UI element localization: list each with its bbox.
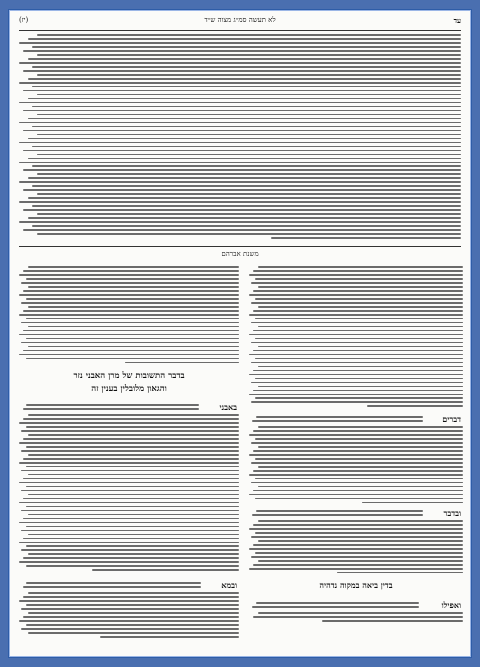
text-line [23,310,239,312]
right-column [249,262,463,652]
text-line [23,110,461,112]
text-line [253,390,463,392]
text-line [37,34,461,36]
text-line [28,514,239,516]
text-line [21,342,239,344]
text-line [28,534,239,536]
text-line [253,470,463,472]
text-line [26,526,239,528]
text-line [32,146,461,148]
text-line [32,165,461,167]
text-line [251,536,463,538]
text-line [19,181,461,183]
text-line [251,322,463,324]
text-line [253,350,463,352]
text-line [23,498,239,500]
text-line [19,442,239,444]
text-line [251,442,463,444]
text-line [26,298,239,300]
text-line [26,545,239,547]
text-line [28,612,239,614]
text-line [258,366,463,368]
text-line [21,608,239,610]
text-line [19,522,239,524]
section-rule-top [19,246,461,247]
text-line [23,596,239,598]
text-line [19,422,239,424]
text-line [251,382,463,384]
right-lead-word-3: ואפילו [441,600,461,610]
text-line [28,98,461,100]
running-title: לא תעשה סמ״ג מצוה ש״ד [204,16,276,24]
text-line [256,416,423,418]
text-line [28,78,461,80]
left-lead-word-2: ובמא [221,580,237,590]
text-line [255,458,463,460]
text-line [258,426,463,428]
text-line [253,490,463,492]
right-column-title: בדין ביאה במקוה נדהיה [319,580,393,590]
text-line [258,466,463,468]
text-line [26,358,239,360]
text-line [249,334,463,336]
text-line [255,478,463,480]
text-line [23,557,239,559]
text-line [37,213,461,215]
text-line [19,354,239,356]
text-line [256,510,423,512]
text-line [21,470,239,472]
text-line [255,278,463,280]
text-line [249,528,463,530]
text-line [251,556,463,558]
text-line [23,209,461,211]
text-line [19,102,461,104]
text-line [249,274,463,276]
text-line [271,237,461,239]
text-line [23,438,239,440]
text-line [28,38,461,40]
text-line [21,430,239,432]
text-line [252,606,419,608]
text-line [26,582,201,584]
text-line [258,266,463,268]
text-line [322,620,463,622]
text-line [19,600,239,602]
text-line [32,185,461,187]
text-line [23,518,239,520]
text-line [28,138,461,140]
text-line [251,342,463,344]
text-line [19,162,461,164]
text-line [19,82,461,84]
text-line [251,362,463,364]
text-line [32,106,461,108]
page-number-left: (יז) [19,16,29,24]
text-line [21,510,239,512]
text-line [249,568,463,570]
text-line [23,150,461,152]
text-line [337,572,463,574]
text-line [249,294,463,296]
text-line [28,266,239,268]
left-lead-word-1: באבני [219,402,237,412]
text-line [21,322,239,324]
text-line [26,446,239,448]
text-line [253,370,463,372]
text-line [253,544,463,546]
text-line [251,482,463,484]
text-line [19,274,239,276]
text-line [23,330,239,332]
top-commentary-block [19,34,461,244]
left-column-title-2: והגאון מלובלין בענין זה [91,384,167,394]
page-number-right: עד [453,16,461,25]
text-line [26,624,239,626]
text-line [19,294,239,296]
text-line [19,42,461,44]
text-line [255,298,463,300]
text-line [255,338,463,340]
text-line [23,50,461,52]
text-line [125,362,239,364]
text-line [251,302,463,304]
text-line [255,532,463,534]
text-line [28,553,239,555]
text-line [23,586,201,588]
text-line [37,193,461,195]
text-line [367,405,463,407]
page-header [19,16,461,28]
text-line [28,177,461,179]
text-line [258,306,463,308]
text-line [253,616,463,618]
text-line [253,524,463,526]
text-line [258,560,463,562]
text-line [37,114,461,116]
text-line [26,426,239,428]
text-line [23,290,239,292]
text-line [249,354,463,356]
text-line [23,350,239,352]
text-line [92,569,239,571]
text-line [249,394,463,396]
text-line [19,314,239,316]
text-line [19,334,239,336]
text-line [253,430,463,432]
text-line [32,66,461,68]
text-line [26,565,239,567]
text-line [19,122,461,124]
text-line [251,282,463,284]
text-line [21,628,239,630]
text-line [362,502,463,504]
text-line [19,620,239,622]
text-line [19,542,239,544]
text-line [32,225,461,227]
text-line [23,616,239,618]
text-line [28,414,239,416]
text-line [32,126,461,128]
text-line [23,538,239,540]
text-line [255,318,463,320]
text-line [100,636,239,638]
text-line [255,552,463,554]
text-line [253,290,463,292]
text-line [23,189,461,191]
text-line [21,450,239,452]
text-line [253,450,463,452]
text-line [249,474,463,476]
text-line [23,458,239,460]
text-line [37,173,461,175]
text-line [258,286,463,288]
text-line [255,358,463,360]
text-line [28,306,239,308]
text-line [21,282,239,284]
text-line [19,142,461,144]
header-rule [19,30,461,31]
text-line [37,54,461,56]
text-line [23,229,461,231]
text-line [249,454,463,456]
text-line [21,530,239,532]
text-line [28,454,239,456]
text-line [255,498,463,500]
text-line [37,154,461,156]
text-line [258,486,463,488]
left-column-title-1: בדבר התשובות של מרן האבני נזר [73,371,185,381]
text-line [249,314,463,316]
left-column [19,262,239,652]
text-line [23,130,461,132]
text-line [28,434,239,436]
text-line [26,466,239,468]
text-line [28,58,461,60]
text-line [258,612,463,614]
text-line [28,494,239,496]
text-line [19,561,239,563]
text-line [258,386,463,388]
text-line [37,74,461,76]
text-line [258,326,463,328]
text-line [37,233,461,235]
text-line [19,462,239,464]
text-line [19,221,461,223]
text-line [256,602,419,604]
text-line [21,549,239,551]
text-line [249,494,463,496]
text-line [32,86,461,88]
text-line [26,318,239,320]
text-line [23,408,199,410]
text-line [26,404,199,406]
text-line [258,346,463,348]
text-line [28,118,461,120]
text-line [253,564,463,566]
text-line [23,90,461,92]
text-line [28,286,239,288]
text-line [251,401,463,403]
text-line [252,514,423,516]
text-line [28,217,461,219]
text-line [19,482,239,484]
book-page [8,9,472,658]
text-line [258,540,463,542]
text-line [32,46,461,48]
text-line [23,70,461,72]
text-line [28,158,461,160]
text-line [23,478,239,480]
text-line [28,474,239,476]
text-line [26,486,239,488]
text-line [28,346,239,348]
section-heading: משנת אברהם [221,250,259,258]
text-line [253,270,463,272]
text-line [28,592,239,594]
text-line [26,278,239,280]
text-line [23,169,461,171]
text-line [19,201,461,203]
text-line [26,338,239,340]
text-line [28,197,461,199]
right-lead-word-2: ובדבר [443,508,461,518]
text-line [252,420,423,422]
text-line [258,446,463,448]
text-line [32,205,461,207]
text-line [19,502,239,504]
text-line [37,94,461,96]
text-line [26,604,239,606]
text-line [21,302,239,304]
text-line [23,418,239,420]
text-line [249,374,463,376]
right-lead-word-1: דברים [442,414,461,424]
text-line [28,326,239,328]
text-line [253,330,463,332]
text-line [26,506,239,508]
text-line [251,462,463,464]
text-line [255,378,463,380]
text-line [21,490,239,492]
text-line [37,134,461,136]
text-line [19,62,461,64]
text-line [28,632,239,634]
text-line [249,434,463,436]
text-line [255,397,463,399]
text-line [23,270,239,272]
text-line [253,310,463,312]
text-line [258,520,463,522]
text-line [249,548,463,550]
text-line [255,438,463,440]
